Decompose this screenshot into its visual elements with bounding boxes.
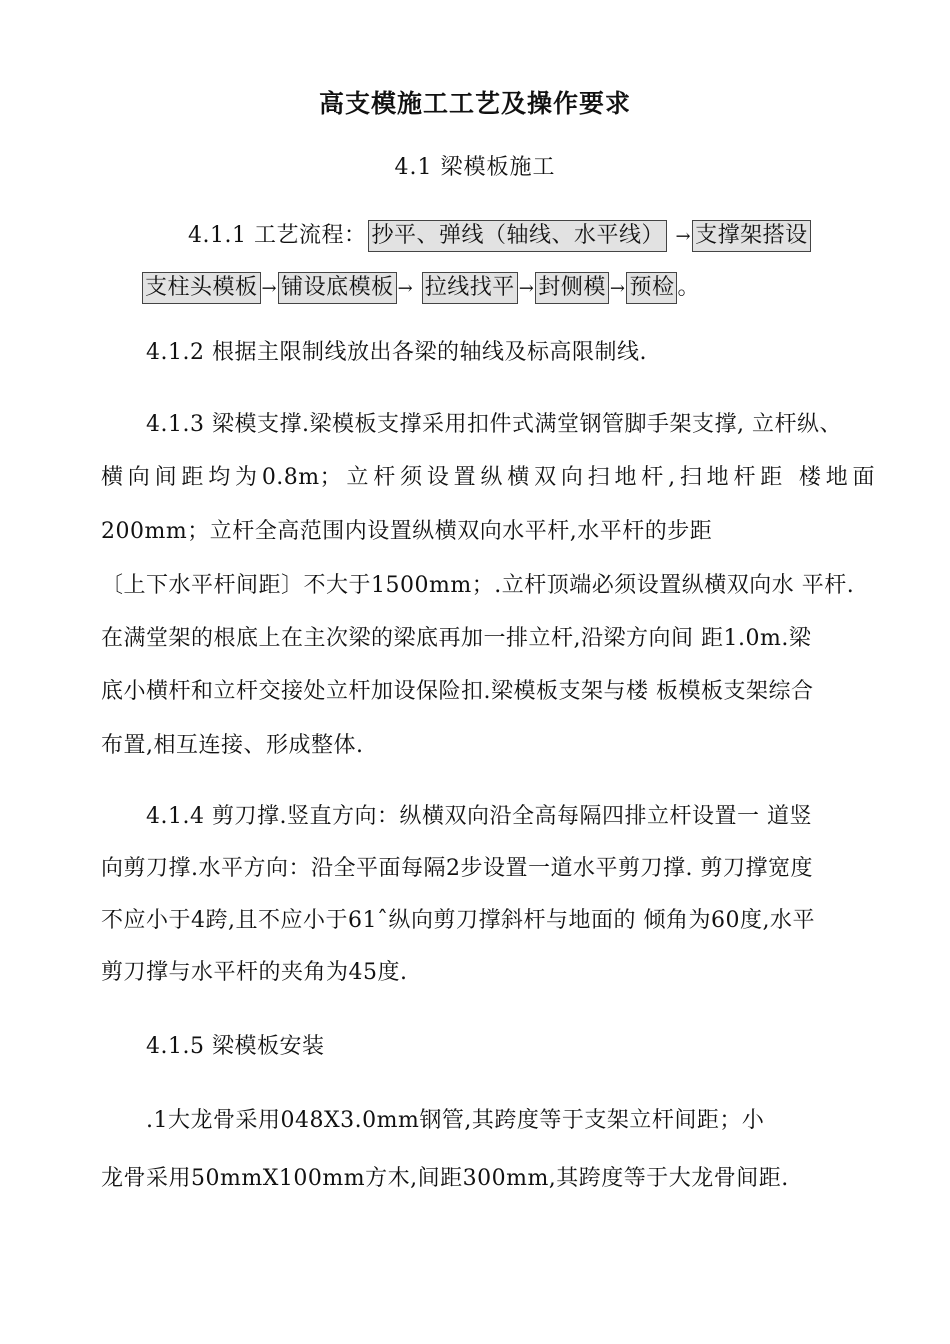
paragraph-4-1-2: 4.1.2 根据主限制线放出各梁的轴线及标高限制线. (146, 340, 647, 365)
paragraph-4-1-5-1-line: 龙骨采用50mmX100mm方木,间距300mm,其跨度等于大龙骨间距. (101, 1166, 789, 1191)
process-flow-row-2 (142, 272, 700, 304)
flow-step-1: 抄平、弹线（轴线、水平线） (368, 220, 667, 252)
paragraph-4-1-3-line: 4.1.3 梁模支撑.梁模板支撑采用扣件式满堂钢管脚手架支撑, 立杆纵、 (146, 412, 842, 437)
paragraph-4-1-3-line: 布置,相互连接、形成整体. (101, 733, 364, 758)
paragraph-4-1-4-line: 4.1.4 剪刀撑.竖直方向：纵横双向沿全高每隔四排立杆设置一 道竖 (146, 804, 812, 829)
flow-arrow-icon: → (518, 278, 535, 299)
flow-step-2: 支撑架搭设 (692, 220, 811, 252)
paragraph-4-1-4-line: 不应小于4跨,且不应小于61ˆ纵向剪刀撑斜杆与地面的 倾角为60度,水平 (101, 908, 815, 933)
flow-arrow-icon: → (397, 278, 414, 299)
paragraph-4-1-3-line: 横向间距均为0.8m；立杆须设置纵横双向扫地杆,扫地杆距 楼地面 (101, 465, 875, 490)
flow-step-3: 支柱头模板 (142, 272, 261, 304)
paragraph-4-1-3-line: 底小横杆和立杆交接处立杆加设保险扣.梁模板支架与楼 板模板支架综合 (101, 679, 814, 704)
flow-arrow-icon: → (609, 278, 626, 299)
flow-step-6: 封侧模 (535, 272, 609, 304)
document-title: 高支模施工工艺及操作要求 (318, 89, 631, 118)
process-flow-label: 4.1.1 工艺流程： (188, 223, 367, 248)
flow-step-5: 拉线找平 (422, 272, 518, 304)
process-flow-row-1 (188, 220, 811, 252)
paragraph-4-1-5-1-line: .1大龙骨采用048X3.0mm钢管,其跨度等于支架立杆间距；小 (146, 1108, 765, 1133)
paragraph-4-1-3-line: 〔上下水平杆间距〕不大于1500mm；.立杆顶端必须设置纵横双向水 平杆. (101, 573, 855, 598)
flow-step-7: 预检 (626, 272, 677, 304)
paragraph-4-1-4-line: 向剪刀撑.水平方向：沿全平面每隔2步设置一道水平剪刀撑. 剪刀撑宽度 (101, 856, 813, 881)
flow-step-4: 铺设底模板 (278, 272, 397, 304)
paragraph-4-1-4-line: 剪刀撑与水平杆的夹角为45度. (101, 960, 408, 985)
section-heading: 4.1 梁模板施工 (394, 155, 556, 180)
flow-end-mark: 。 (677, 275, 700, 300)
paragraph-4-1-3-line: 200mm；立杆全高范围内设置纵横双向水平杆,水平杆的步距 (101, 519, 713, 544)
flow-arrow-icon: → (261, 278, 278, 299)
flow-arrow-icon: → (675, 226, 692, 247)
paragraph-4-1-3-line: 在满堂架的根底上在主次梁的梁底再加一排立杆,沿梁方向间 距1.0m.梁 (101, 626, 812, 651)
paragraph-4-1-5-heading: 4.1.5 梁模板安装 (146, 1034, 325, 1059)
